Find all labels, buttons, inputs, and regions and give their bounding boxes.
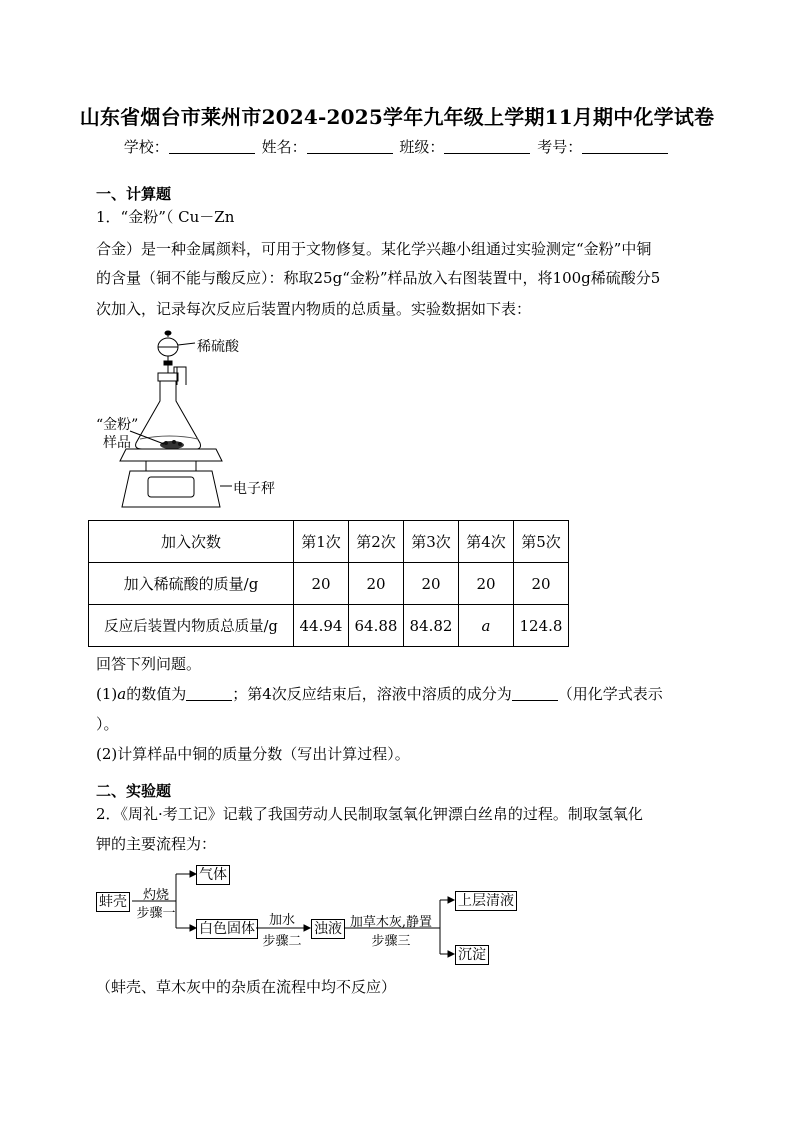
table-cell: 124.8 bbox=[514, 605, 569, 647]
q1-sub1-variable: a bbox=[117, 685, 127, 703]
table-cell: 加入稀硫酸的质量/g bbox=[89, 563, 294, 605]
flow-label-step2-bottom: 步骤二 bbox=[262, 934, 302, 949]
label-dilute-sulfuric-acid: 稀硫酸 bbox=[197, 339, 239, 355]
exam-number-blank[interactable] bbox=[582, 139, 668, 154]
table-row bbox=[89, 563, 569, 605]
table-cell: 84.82 bbox=[404, 605, 459, 647]
experiment-data-table bbox=[88, 520, 569, 647]
table-row bbox=[89, 605, 569, 647]
table-cell: 44.94 bbox=[294, 605, 349, 647]
school-label: 学校： bbox=[123, 138, 169, 156]
flow-node-gas: 气体 bbox=[196, 865, 230, 885]
flow-label-step2-top: 加水 bbox=[268, 913, 295, 928]
q2-line-1: 2．《周礼·考工记》记载了我国劳动人民制取氢氧化钾漂白丝帛的过程。制取氢氧化 bbox=[96, 805, 643, 823]
q1-sub1-cont: ）。 bbox=[96, 715, 119, 733]
class-label: 班级： bbox=[399, 138, 445, 156]
flow-node-precipitate: 沉淀 bbox=[455, 945, 489, 965]
table-cell: 64.88 bbox=[349, 605, 404, 647]
q1-line-4: 次加入，记录每次反应后装置内物质的总质量。实验数据如下表： bbox=[96, 300, 532, 318]
conical-flask-icon bbox=[136, 381, 201, 449]
answer-blank-solute[interactable] bbox=[512, 688, 558, 701]
table-cell: 加入次数 bbox=[89, 521, 294, 563]
table-header-row bbox=[89, 521, 569, 563]
flow-node-supernatant: 上层清液 bbox=[455, 891, 517, 911]
table-cell: 第1次 bbox=[294, 521, 349, 563]
table-cell-unknown-a: a bbox=[459, 605, 514, 647]
label-sample-2: 样品 bbox=[103, 435, 131, 451]
q1-sub1-text-3: （用化学式表示 bbox=[557, 685, 663, 703]
flow-node-turbid-liquid: 浊液 bbox=[311, 919, 345, 939]
table-cell: 20 bbox=[294, 563, 349, 605]
section-heading-experiment: 二、实验题 bbox=[96, 782, 172, 800]
q2-note: （蚌壳、草木灰中的杂质在流程中均不反应） bbox=[96, 978, 397, 996]
table-cell: 反应后装置内物质总质量/g bbox=[89, 605, 294, 647]
name-blank[interactable] bbox=[307, 139, 393, 154]
q1-sub2: (2)计算样品中铜的质量分数（写出计算过程）。 bbox=[96, 745, 410, 763]
answer-blank-a[interactable] bbox=[186, 688, 232, 701]
table-cell: 20 bbox=[459, 563, 514, 605]
flow-node-clam-shell: 蚌壳 bbox=[96, 892, 130, 912]
table-cell: 第2次 bbox=[349, 521, 404, 563]
flow-label-step1-bottom: 步骤一 bbox=[136, 906, 176, 921]
table-cell: 第5次 bbox=[514, 521, 569, 563]
table-cell: 第3次 bbox=[404, 521, 459, 563]
table-cell: 20 bbox=[349, 563, 404, 605]
class-blank[interactable] bbox=[444, 139, 530, 154]
q1-line-3: 的含量（铜不能与酸反应）：称取25g“金粉”样品放入右图装置中，将100g稀硫酸分5 bbox=[96, 269, 661, 287]
stopper-icon bbox=[158, 367, 186, 385]
table-cell: 20 bbox=[514, 563, 569, 605]
flow-label-step3-bottom: 步骤三 bbox=[371, 934, 411, 949]
flow-label-step1-top: 灼烧 bbox=[142, 888, 169, 903]
school-blank[interactable] bbox=[169, 139, 255, 154]
label-electronic-scale: 电子秤 bbox=[233, 481, 275, 497]
q1-prompt: 回答下列问题。 bbox=[96, 655, 202, 673]
q1-sub1-number: (1) bbox=[96, 685, 118, 703]
q1-sub1-text-2: ；第4次反应结束后，溶液中溶质的成分为 bbox=[232, 685, 512, 703]
table-cell: 20 bbox=[404, 563, 459, 605]
q1-line-1: 1．“金粉”（ Cu－Zn bbox=[96, 208, 235, 226]
flow-label-step3-top: 加草木灰,静置 bbox=[349, 915, 433, 930]
student-info-line bbox=[0, 136, 794, 157]
flow-node-white-solid: 白色固体 bbox=[196, 919, 258, 939]
label-sample-1: “金粉” bbox=[96, 417, 139, 433]
q1-sub1-text-1: 的数值为 bbox=[126, 685, 187, 703]
name-label: 姓名： bbox=[261, 138, 307, 156]
sample-pile-icon bbox=[160, 440, 184, 449]
electronic-scale-icon bbox=[120, 449, 232, 507]
q1-line-2: 合金）是一种金属颜料，可用于文物修复。某化学兴趣小组通过实验测定“金粉”中铜 bbox=[96, 240, 652, 258]
page-title: 山东省烟台市莱州市2024-2025学年九年级上学期11月期中化学试卷 bbox=[79, 105, 715, 129]
q2-line-2: 钾的主要流程为： bbox=[96, 835, 217, 853]
section-heading-calculation: 一、计算题 bbox=[96, 185, 172, 203]
q1-sub1 bbox=[96, 683, 663, 704]
exam-number-label: 考号： bbox=[537, 138, 583, 156]
table-cell: 第4次 bbox=[459, 521, 514, 563]
